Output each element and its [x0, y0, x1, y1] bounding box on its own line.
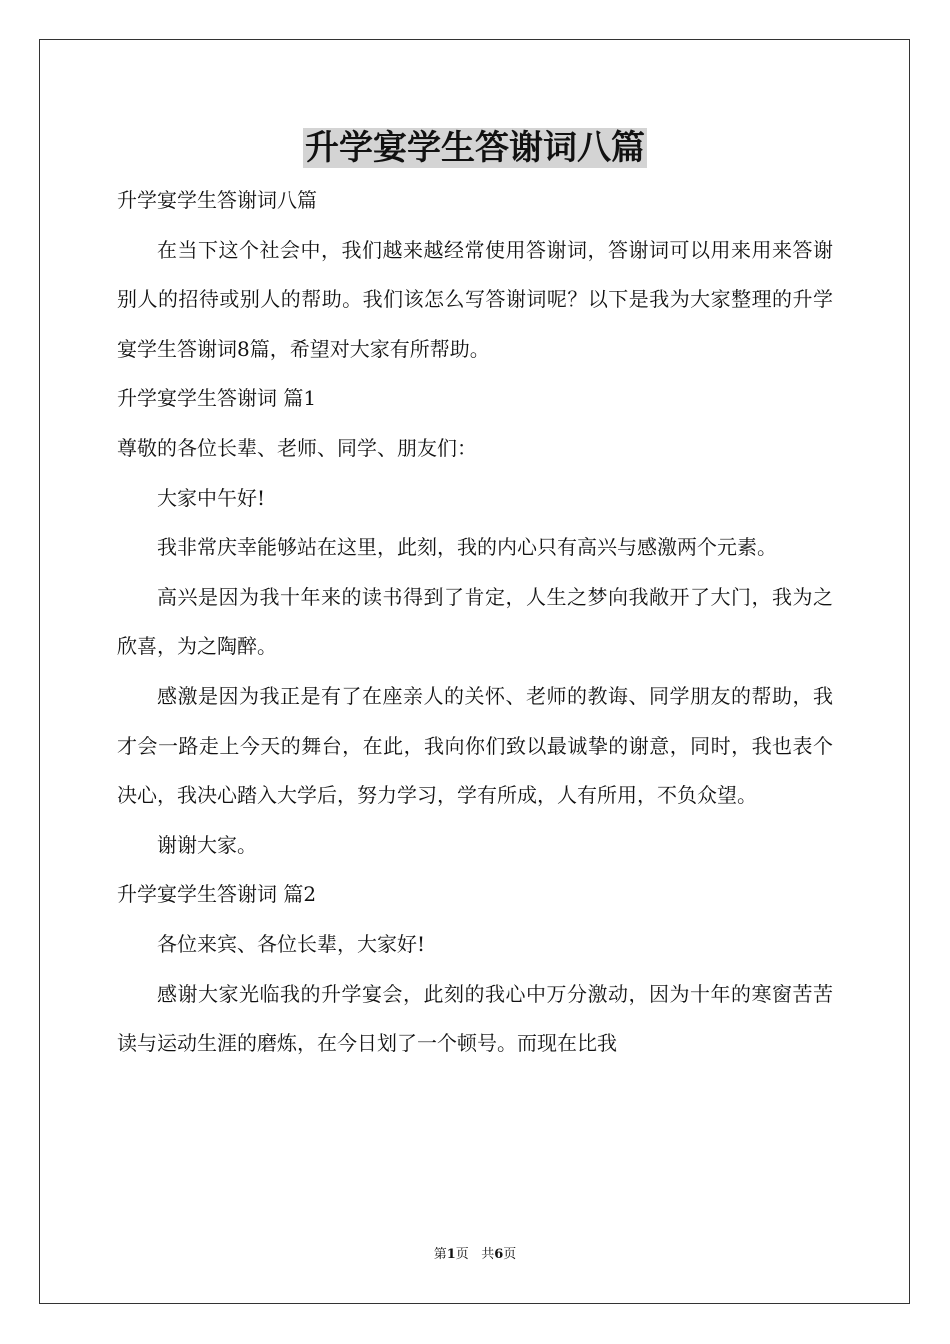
paragraph: 感激是因为我正是有了在座亲人的关怀、老师的教诲、同学朋友的帮助，我才会一路走上今天的舞台，在此，我向你们致以最诚挚的谢意，同时，我也表个决心，我决心踏入大学后，努力学习，学有所成，人有所用，不负众望。: [117, 683, 833, 808]
paragraph: 高兴是因为我十年来的读书得到了肯定，人生之梦向我敞开了大门，我为之欣喜，为之陶醉。: [117, 584, 833, 659]
footer-total-prefix: 共: [481, 1247, 495, 1262]
paragraph: 感谢大家光临我的升学宴会，此刻的我心中万分激动，因为十年的寒窗苦苦读与运动生涯的磨炼，在今日划了一个顿号。而现在比我: [117, 981, 833, 1056]
paragraph: 在当下这个社会中，我们越来越经常使用答谢词，答谢词可以用来用来答谢别人的招待或别人的帮助。我们该怎么写答谢词呢？以下是我为大家整理的升学宴学生答谢词8篇，希望对大家有所帮助。: [117, 237, 833, 361]
paragraph: 升学宴学生答谢词 篇1: [117, 386, 317, 411]
page-footer: [0, 1246, 950, 1264]
paragraph: 升学宴学生答谢词八篇: [117, 188, 317, 212]
document-title: [0, 126, 950, 170]
document-title-text: 升学宴学生答谢词八篇: [305, 128, 645, 168]
footer-page-prefix: 第: [433, 1247, 447, 1262]
paragraph: 谢谢大家。: [157, 832, 257, 857]
footer-page-suffix: 页: [455, 1247, 469, 1262]
footer-page-number: 1: [446, 1247, 456, 1262]
paragraph: 我非常庆幸能够站在这里，此刻，我的内心只有高兴与感激两个元素。: [157, 535, 777, 560]
footer-total-pages: 6: [494, 1247, 504, 1262]
paragraph: 大家中午好!: [157, 485, 266, 510]
paragraph: 升学宴学生答谢词 篇2: [117, 882, 317, 907]
footer-total-suffix: 页: [503, 1247, 517, 1262]
paragraph: 尊敬的各位长辈、老师、同学、朋友们：: [117, 435, 477, 460]
paragraph: 各位来宾、各位长辈，大家好!: [157, 931, 426, 956]
document-body: [117, 176, 833, 1069]
